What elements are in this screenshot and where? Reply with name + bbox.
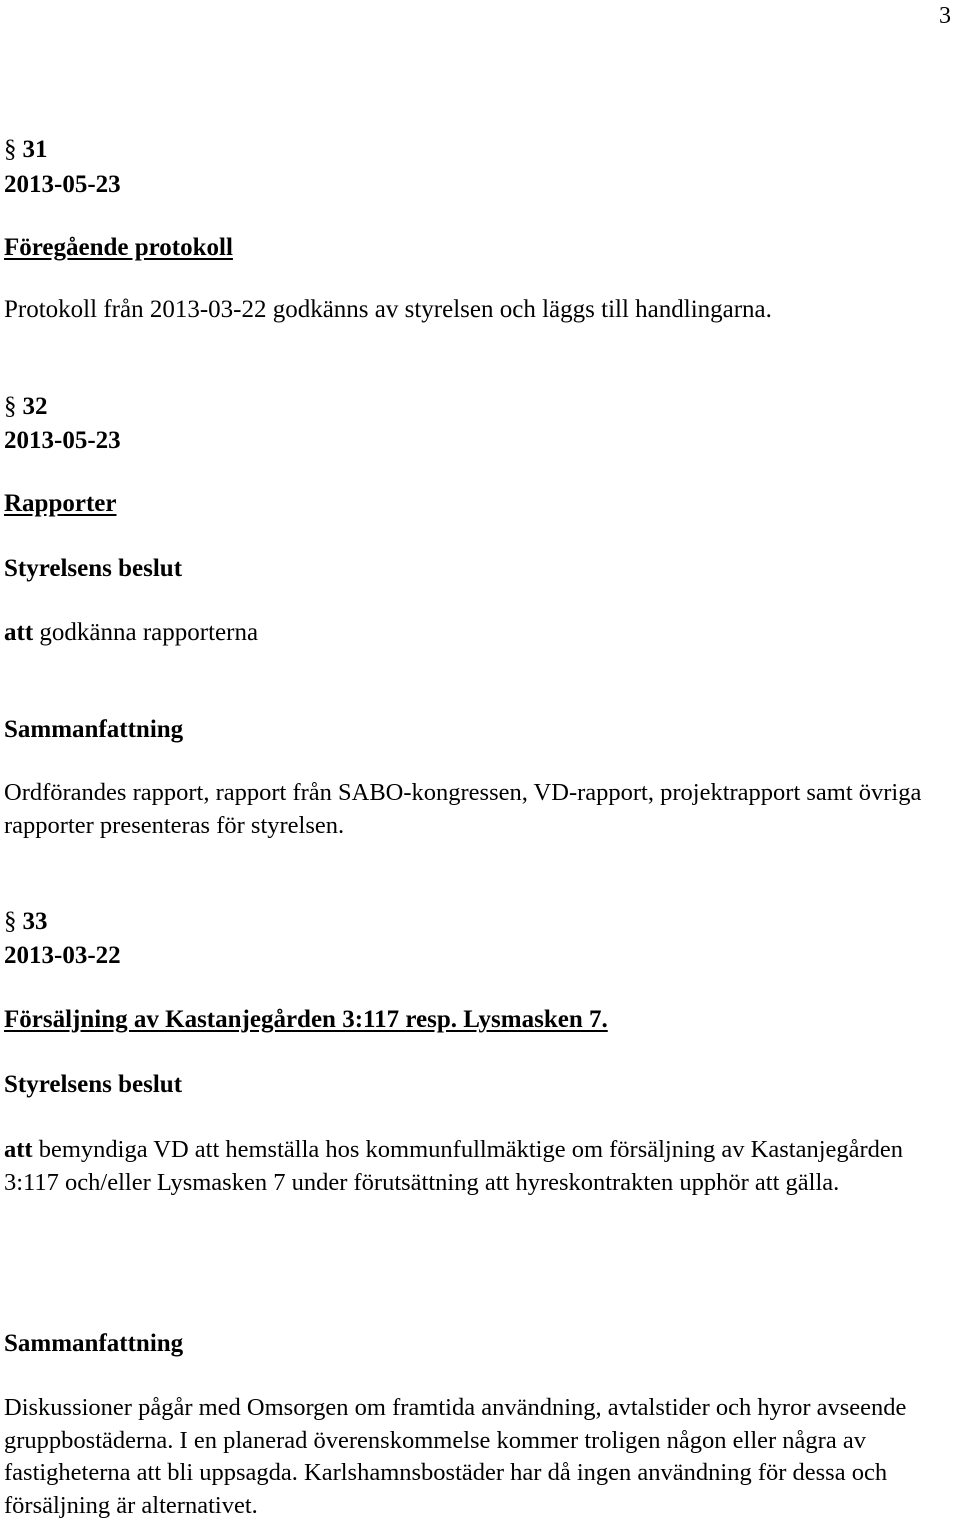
section-sign: § [4,908,17,935]
section-32-decision [4,620,258,645]
section-33-summary-heading: Sammanfattning [4,1330,184,1357]
page-number: 3 [939,3,951,29]
section-32-title: Rapporter [4,490,117,517]
decision-text: bemyndiga VD att hemställa hos kommunfullmäktige om försäljning av Kastanjegården 3:117 och/eller Lysmasken 7 under förutsättning att hyreskontrakten upphör att gälla. [4,1136,904,1196]
section-32-date: 2013-05-23 [4,427,121,454]
section-sign: § [4,393,17,420]
section-sign: § [4,136,17,163]
section-33-date: 2013-03-22 [4,942,121,969]
decision-att: att [4,619,34,646]
section-33-decision [4,1134,944,1199]
section-number: 32 [22,393,48,420]
section-33-summary: Diskussioner pågår med Omsorgen om framtida användning, avtalstider och hyror avseende gruppbostäderna. I en planerad överenskommelse kommer troligen någon eller några av fastigheterna att bli uppsagda. Karlshamnsbostäder har då ingen användning för dessa och försäljning är alternativet. [4,1394,907,1519]
decision-text: godkänna rapporterna [33,619,259,646]
section-32-summary: Ordförandes rapport, rapport från SABO-kongressen, VD-rapport, projektrapport samt övriga rapporter presenteras för styrelsen. [4,779,922,839]
section-33-title: Försäljning av Kastanjegården 3:117 resp. Lysmasken 7. [4,1006,608,1033]
section-number: 31 [22,136,48,163]
section-32-heading [4,394,48,419]
section-31-title: Föregående protokoll [4,234,233,261]
section-31-date: 2013-05-23 [4,171,121,198]
section-31-heading [4,137,48,162]
section-31-text: Protokoll från 2013-03-22 godkänns av styrelsen och läggs till handlingarna. [4,296,772,323]
section-33-heading [4,909,48,934]
section-32-summary-heading: Sammanfattning [4,716,184,743]
section-number: 33 [22,908,48,935]
section-32-decision-heading: Styrelsens beslut [4,555,183,582]
decision-att: att [4,1136,33,1163]
section-33-decision-heading: Styrelsens beslut [4,1071,183,1098]
